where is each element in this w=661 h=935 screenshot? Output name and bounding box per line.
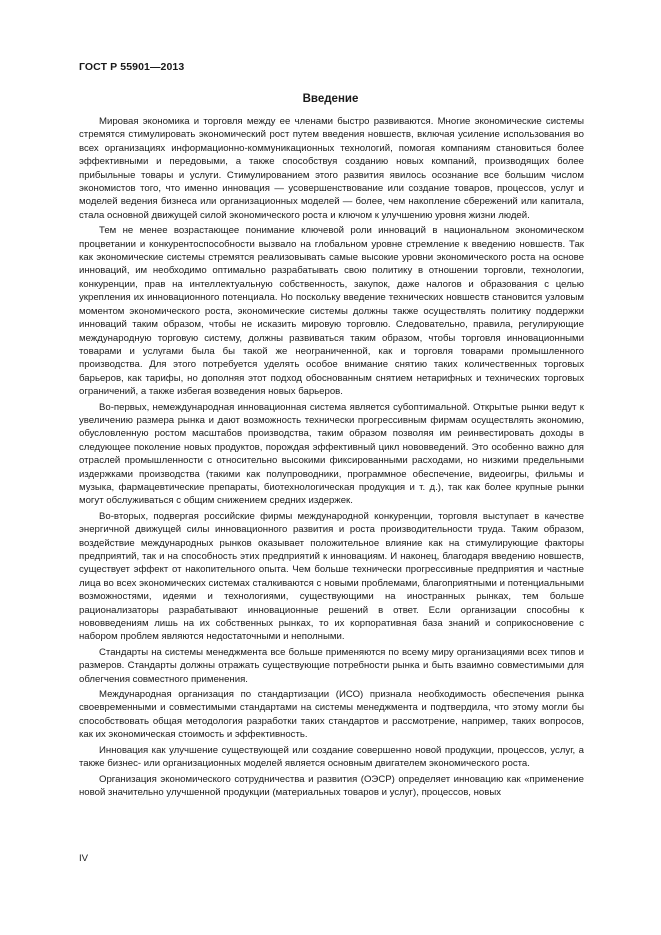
paragraph: Тем не менее возрастающее понимание ключевой роли инноваций в национальном экономическом процветании и конкурентоспособности вызвало на глобальном уровне стремление к введению новшеств. Так как экономические системы стремятся реализовывать самые высокие уровни экономического роста на основе инноваций, им необходимо оптимально разрабатывать свою политику в отношении торговли, технологии, конкуренции, прав на интеллектуальную собственность, закупок, даже налогов и образования с целью укрепления их инновационного потенциала. Но поскольку введение технических новшеств становится узловым моментом экономического роста, экономические системы должны также осуществлять политику поддержки инноваций таким образом, чтобы не исказить мировую торговлю. Следовательно, правила, регулирующие международную торговую систему, должны развиваться таким образом, чтобы торговля инновационными товарами и услугами была бы такой же неограниченной, как и торговля товарами промышленного производства. Для этого потребуется уделять особое внимание снятию таких количественных торговых барьеров, как тарифы, но дополняя этот подход обоснованным снятием нетарифных и технических торговых ограничений, а также избегая возведения новых барьеров. xyxy=(79,225,584,398)
paragraph: Стандарты на системы менеджмента все больше применяются по всему миру организациями всех типов и размеров. Стандарты должны отражать существующие потребности рынка и быть взаимно совместимыми для облегчения совместного применения. xyxy=(79,646,584,685)
paragraph: Организация экономического сотрудничества и развития (ОЭСР) определяет инновацию как «применение новой значительно улучшенной продукции (материальных товаров и услуг), процессов, новых xyxy=(79,773,584,798)
document-body xyxy=(79,115,584,801)
paragraph: Инновация как улучшение существующей или создание совершенно новой продукции, процессов, услуг, а также бизнес- или организационных моделей является основным двигателем экономического роста. xyxy=(79,744,584,770)
paragraph: Международная организация по стандартизации (ИСО) признала необходимость обеспечения рынка своевременными и совместимыми стандартами на системы менеджмента и подтвердила, что этому могли бы способствовать общая методология разработки таких стандартов и рассмотрение, например, таких вопросов, как их экономическая стоимость и эффективность. xyxy=(79,689,584,741)
paragraph: Во-вторых, подвергая российские фирмы международной конкуренции, торговля выступает в качестве энергичной движущей силы инновационного развития и роста производительности труда. Таким образом, воздействие международных рынков оказывает положительное влияние как на стимулирующие факторы предприятий, так и на способность этих предприятий к инновациям. И наконец, благодаря введению новшеств, существует эффект от накопительного опыта. Чем больше технически прогрессивные предприятия и частные лица во всех экономических системах сталкиваются с новыми проблемами, благоприятными и потенциальными возможностями, идеями и технологиями, существующими на иностранных рынках, тем больше рационализаторы разрабатывают инновационные решений в ответ. Если организации способны к нововведениям лишь на их собственных рынках, то их корпоративная база знаний и соприкосновение с набором проблем являются недостаточными и неполными. xyxy=(79,510,584,643)
paragraph: Мировая экономика и торговля между ее членами быстро развиваются. Многие экономические системы стремятся стимулировать экономический рост путем введения новшеств, включая усиление использования во всех организациях информационно-коммуникационных технологий, помогая компаниям становиться более эффективными и передовыми, а также способствуя созданию новых компаний, производящих более прибыльные товары и услуги. Стимулированием этого развития явилось осознание все большим числом экономистов того, что именно инновация — усовершенствование или создание товаров, процессов, услуг и моделей ведения бизнеса или организационных моделей — более, чем накопление сбережений или капитала, стала основной движущей силой экономического роста и ключом к улучшению уровня жизни людей. xyxy=(79,116,584,221)
document-id-header: ГОСТ Р 55901—2013 xyxy=(79,61,185,73)
page-number: IV xyxy=(79,853,89,864)
section-title: Введение xyxy=(302,93,359,105)
paragraph: Во-первых, немеждународная инновационная система является субоптимальной. Открытые рынки ведут к увеличению размера рынка и дают возможность технически прогрессивным фирмам осуществлять экономию, обусловленную ростом масштабов производства, таким образом позволяя им реинвестировать доходы в следующее поколение новых продуктов, порождая эффективный цикл нововведений. Это особенно важно для отраслей промышленности с относительно высокими фиксированными расходами, но низкими предельными издержками производства (такими как полупроводники, программное обеспечение, видеоигры, фильмы и музыка, фармацевтические препараты, биотехнологическая продукция и т. д.), так как более крупные рынки могут обслуживаться с общим снижением средних издержек. xyxy=(79,401,584,507)
